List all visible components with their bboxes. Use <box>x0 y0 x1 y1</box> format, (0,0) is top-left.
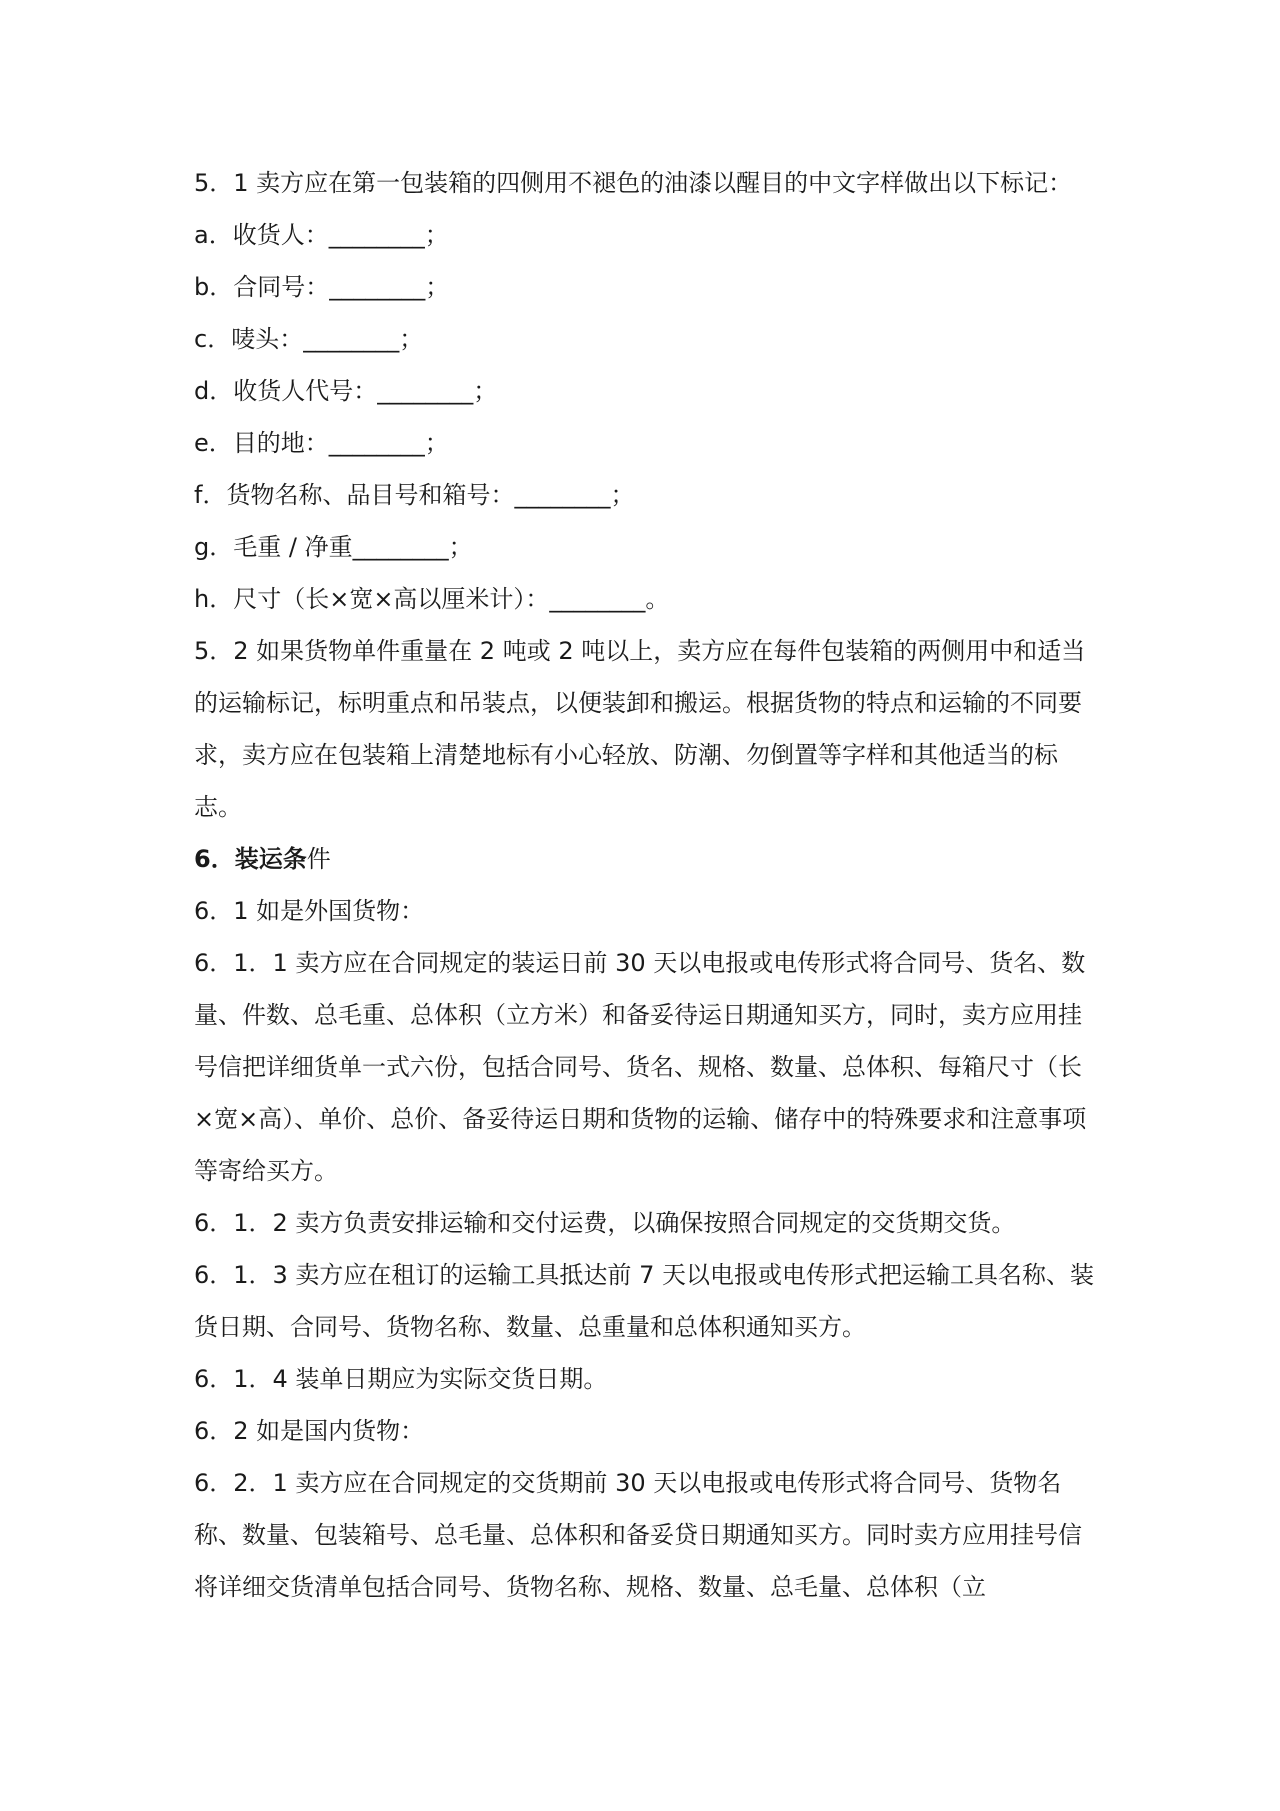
mark-item-e: e．目的地：________； <box>194 429 449 457</box>
section-6-heading <box>194 833 1094 885</box>
clause-5-1: 5．1 卖方应在第一包装箱的四侧用不褪色的油漆以醒目的中文字样做出以下标记： <box>194 169 1073 197</box>
clause-6-1-4: 6．1．4 装单日期应为实际交货日期。 <box>194 1365 608 1393</box>
mark-item-b: b．合同号：________； <box>194 273 450 301</box>
mark-item-c: c．唛头：________； <box>194 325 424 353</box>
clause-6-1-1: 6．1．1 卖方应在合同规定的装运日前 30 天以电报或电传形式将合同号、货名、数量、件数、总毛重、总体积（立方米）和备妥待运日期通知买方，同时，卖方应用挂号信把详细货单一式六份，包括合同号、货名、规格、数量、总体积、每箱尺寸（长×宽×高）、单价、总价、备妥待运日期和货物的运输、储存中的特殊要求和注意事项等寄给买方。 <box>194 949 1087 1185</box>
section-6-heading-bold: 6．装运条 <box>194 845 307 873</box>
clause-6-1-3: 6．1．3 卖方应在租订的运输工具抵达前 7 天以电报或电传形式把运输工具名称、装货日期、合同号、货物名称、数量、总重量和总体积通知买方。 <box>194 1261 1094 1341</box>
clause-6-1: 6．1 如是外国货物： <box>194 897 425 925</box>
section-6-heading-rest: 件 <box>306 845 331 873</box>
clause-6-2: 6．2 如是国内货物： <box>194 1417 425 1445</box>
mark-item-a: a．收货人：________； <box>194 221 449 249</box>
clause-6-1-2: 6．1．2 卖方负责安排运输和交付运费，以确保按照合同规定的交货期交货。 <box>194 1209 1016 1237</box>
clause-5-2: 5．2 如果货物单件重量在 2 吨或 2 吨以上，卖方应在每件包装箱的两侧用中和适当的运输标记，标明重点和吊装点，以便装卸和搬运。根据货物的特点和运输的不同要求，卖方应在包装箱上清楚地标有小心轻放、防潮、勿倒置等字样和其他适当的标志。 <box>194 637 1086 821</box>
clause-6-2-1: 6．2．1 卖方应在合同规定的交货期前 30 天以电报或电传形式将合同号、货物名称、数量、包装箱号、总毛量、总体积和备妥贷日期通知买方。同时卖方应用挂号信将详细交货清单包括合同号、货物名称、规格、数量、总毛量、总体积（立 <box>194 1469 1082 1601</box>
mark-item-d: d．收货人代号：________； <box>194 377 498 405</box>
mark-item-f: f．货物名称、品目号和箱号：________； <box>194 481 635 509</box>
document-body <box>194 157 1094 1613</box>
mark-item-h: h．尺寸（长×宽×高以厘米计）：________。 <box>194 585 670 613</box>
mark-item-g: g．毛重 / 净重________； <box>194 533 473 561</box>
